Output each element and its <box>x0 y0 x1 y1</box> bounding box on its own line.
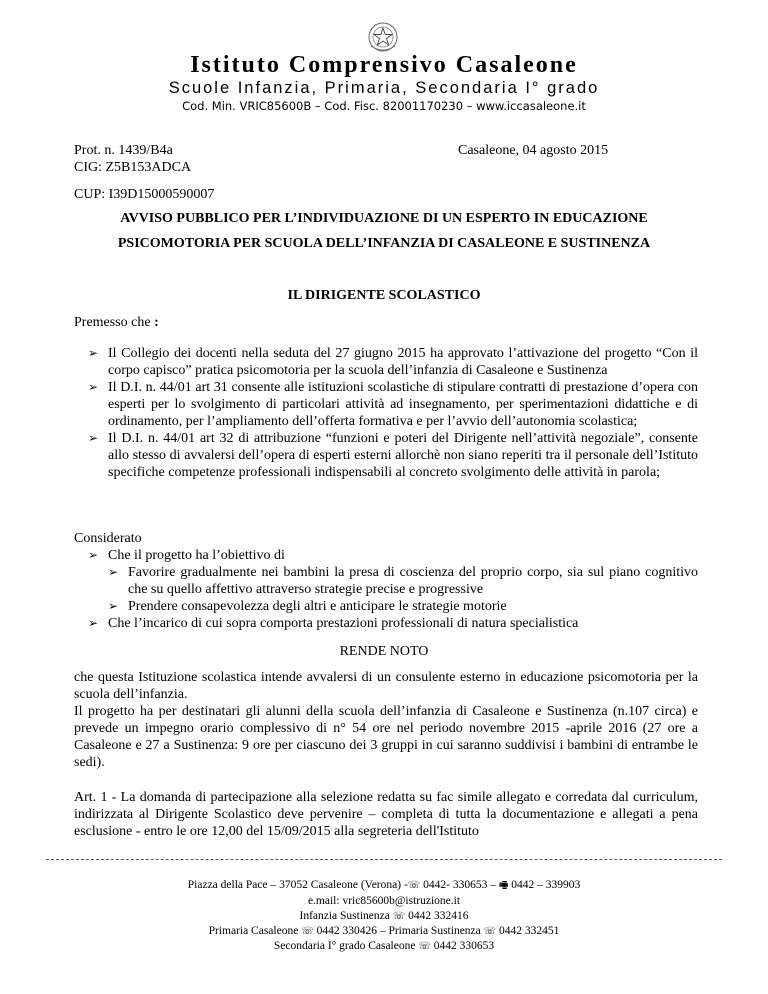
body-paragraphs <box>74 669 698 771</box>
doc-title-line2: PSICOMOTORIA PER SCUOLA DELL’INFANZIA DI CASALEONE E SUSTINENZA <box>117 236 651 251</box>
article-1: Art. 1 - La domanda di partecipazione alla selezione redatta su fac simile allegato e corredata dal curriculum, indirizzata al Dirigente Scolastico deve pervenire – completa di tutta la documentazione e allegati a pena esclusione - entro le ore 12,00 del 15/09/2015 alla segreteria dell'Istituto <box>74 790 698 839</box>
phone-icon: ☏ <box>301 926 314 937</box>
footer-divider <box>46 859 722 860</box>
authority-heading: IL DIRIGENTE SCOLASTICO <box>287 288 481 303</box>
list-item: ➢ Prendere consapevolezza degli altri e anticipare le strategie motorie <box>108 598 698 615</box>
list-item: ➢ Che l’incarico di cui sopra comporta prestazioni professionali di natura specialistica <box>88 615 698 632</box>
republic-emblem-icon <box>367 20 399 54</box>
institute-subtitle: Scuole Infanzia, Primaria, Secondaria I° grado <box>168 79 600 97</box>
paragraph-intent: che questa Istituzione scolastica intende avvalersi di un consulente esterno in educazione psicomotoria per la scuola dell’infanzia. <box>74 670 698 702</box>
phone-icon: ☏ <box>407 880 421 891</box>
considerato-list <box>88 547 698 632</box>
list-item: ➢ Il D.I. n. 44/01 art 32 di attribuzione “funzioni e poteri del Dirigente nell’attività negoziale”, consente allo stesso di avvalersi dell’opera di esperti esterni allorchè non siano reperiti tra il personale dell’Istituto specifiche competenze professionali indispensabili al concreto svolgimento delle attività in parola; <box>88 430 698 481</box>
institute-codes: Cod. Min. VRIC85600B – Cod. Fisc. 82001170230 – www.iccasaleone.it <box>182 99 586 113</box>
paragraph-project: Il progetto ha per destinatari gli alunni della scuola dell’infanzia di Casaleone e Sustinenza (n.107 circa) e prevede un impegno orario complessivo di n° 54 ore nel periodo novembre 2015 -aprile 2016 (27 ore a Casaleone e 27 a Sustinenza: 9 ore per ciascuno dei 3 gruppi in cui saranno suddivisi i bambini di entrambe le sedi). <box>74 704 698 770</box>
footer-primaria: Primaria Casaleone ☏ 0442 330426 – Primaria Sustinenza ☏ 0442 332451 <box>208 925 560 937</box>
list-item: ➢ Che il progetto ha l’obiettivo di ➢ Favorire gradualmente nei bambini la presa di coscienza del proprio corpo, sia sul piano cognitivo che su quello affettivo attraverso strategie precise e progressive ➢ Prendere consapevolezza degli altri e anticipare le strategie motorie <box>88 547 698 615</box>
doc-title-line1: AVVISO PUBBLICO PER L’INDIVIDUAZIONE DI UN ESPERTO IN EDUCAZIONE <box>120 211 648 226</box>
phone-icon: ☏ <box>483 926 497 937</box>
phone-icon: ☏ <box>392 911 406 922</box>
fax-icon: 🖷 <box>498 880 509 891</box>
institute-name: Istituto Comprensivo Casaleone <box>190 52 578 78</box>
rende-noto-heading: RENDE NOTO <box>339 644 429 659</box>
premesso-label: Premesso che : <box>74 315 159 330</box>
considerato-label: Considerato <box>74 531 142 546</box>
place-date: Casaleone, 04 agosto 2015 <box>458 143 609 158</box>
footer-infanzia: Infanzia Sustinenza ☏ 0442 332416 <box>299 910 469 922</box>
cup-code: CUP: I39D15000590007 <box>74 187 215 202</box>
premesso-list <box>88 345 698 481</box>
footer-secondaria: Secondaria I° grado Casaleone ☏ 0442 330653 <box>273 940 495 952</box>
protocol-number: Prot. n. 1439/B4a <box>74 143 173 158</box>
footer-email: e.mail: vric85600b@istruzione.it <box>307 895 461 907</box>
cig-code: CIG: Z5B153ADCA <box>74 160 192 175</box>
list-item: ➢ Il Collegio dei docenti nella seduta del 27 giugno 2015 ha approvato l’attivazione del progetto “Con il corpo capisco” pratica psicomotoria per la scuola dell’infanzia di Casaleone e Sustinenza <box>88 345 698 379</box>
footer-address: Piazza della Pace – 37052 Casaleone (Verona) -☏ 0442- 330653 – 🖷 0442 – 339903 <box>187 879 581 891</box>
list-item: ➢ Il D.I. n. 44/01 art 31 consente alle istituzioni scolastiche di stipulare contratti di prestazione d’opera con esperti per lo svolgimento di particolari attività ad insegnamento, per sperimentazioni didattiche e di ordinamento, per l’ampliamento dell’offerta formativa e per l’avvio dell’autonomia scolastica; <box>88 379 698 430</box>
phone-icon: ☏ <box>418 941 431 952</box>
list-item: ➢ Favorire gradualmente nei bambini la presa di coscienza del proprio corpo, sia sul piano cognitivo che su quello affettivo attraverso strategie precise e progressive <box>108 564 698 598</box>
